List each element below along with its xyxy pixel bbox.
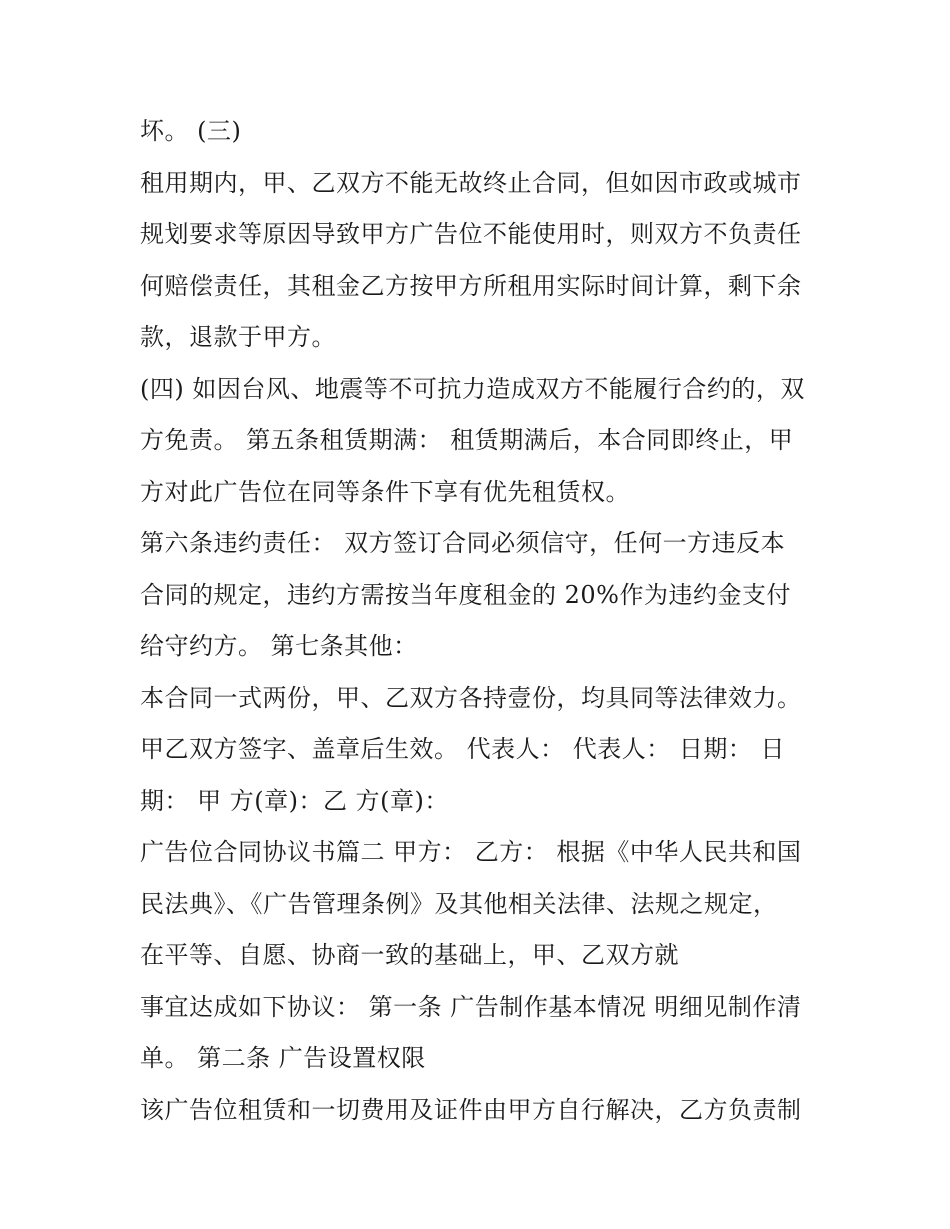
text-line: 方对此广告位在同等条件下享有优先租赁权。 <box>140 477 630 506</box>
text-line: 规划要求等原因导致甲方广告位不能使用时，则双方不负责任 <box>140 220 802 248</box>
text-line: 民法典》、《广告管理条例》及其他相关法律、法规之规定， <box>140 889 778 918</box>
text-line: 何赔偿责任，其租金乙方按甲方所租用实际时间计算，剩下余 <box>140 271 802 300</box>
text-line: 期： 甲 方(章)：乙 方(章)： <box>140 786 449 815</box>
text-line: 事宜达成如下协议： 第一条 广告制作基本情况 明细见制作清 <box>140 992 802 1021</box>
text-line: 第六条违约责任： 双方签订合同必须信守，任何一方违反本 <box>140 529 786 557</box>
text-line: 给守约方。 第七条其他： <box>140 632 418 660</box>
text-line: 甲乙双方签字、盖章后生效。 代表人： 代表人： 日期： 日 <box>140 735 786 763</box>
text-line: 广告位合同协议书篇二 甲方： 乙方： 根据《中华人民共和国 <box>140 838 802 866</box>
text-line: (四) 如因台风、地震等不可抗力造成双方不能履行合约的，双 <box>140 374 805 403</box>
document-body <box>140 106 830 1136</box>
text-line: 合同的规定，违约方需按当年度租金的 20%作为违约金支付 <box>140 580 791 609</box>
text-line: 坏。 (三) <box>140 117 242 145</box>
text-line: 单。 第二条 广告设置权限 <box>140 1044 426 1072</box>
text-line: 本合同一式两份，甲、乙双方各持壹份，均具同等法律效力。 <box>140 683 802 712</box>
text-line: 租用期内，甲、乙双方不能无故终止合同，但如因市政或城市 <box>140 168 802 197</box>
text-line: 款，退款于甲方。 <box>140 323 336 351</box>
text-line: 在平等、自愿、协商一致的基础上，甲、乙双方就 <box>140 941 679 969</box>
text-line: 该广告位租赁和一切费用及证件由甲方自行解决，乙方负责制 <box>140 1095 802 1124</box>
text-line: 方免责。 第五条租赁期满： 租赁期满后，本合同即终止，甲 <box>140 426 794 454</box>
